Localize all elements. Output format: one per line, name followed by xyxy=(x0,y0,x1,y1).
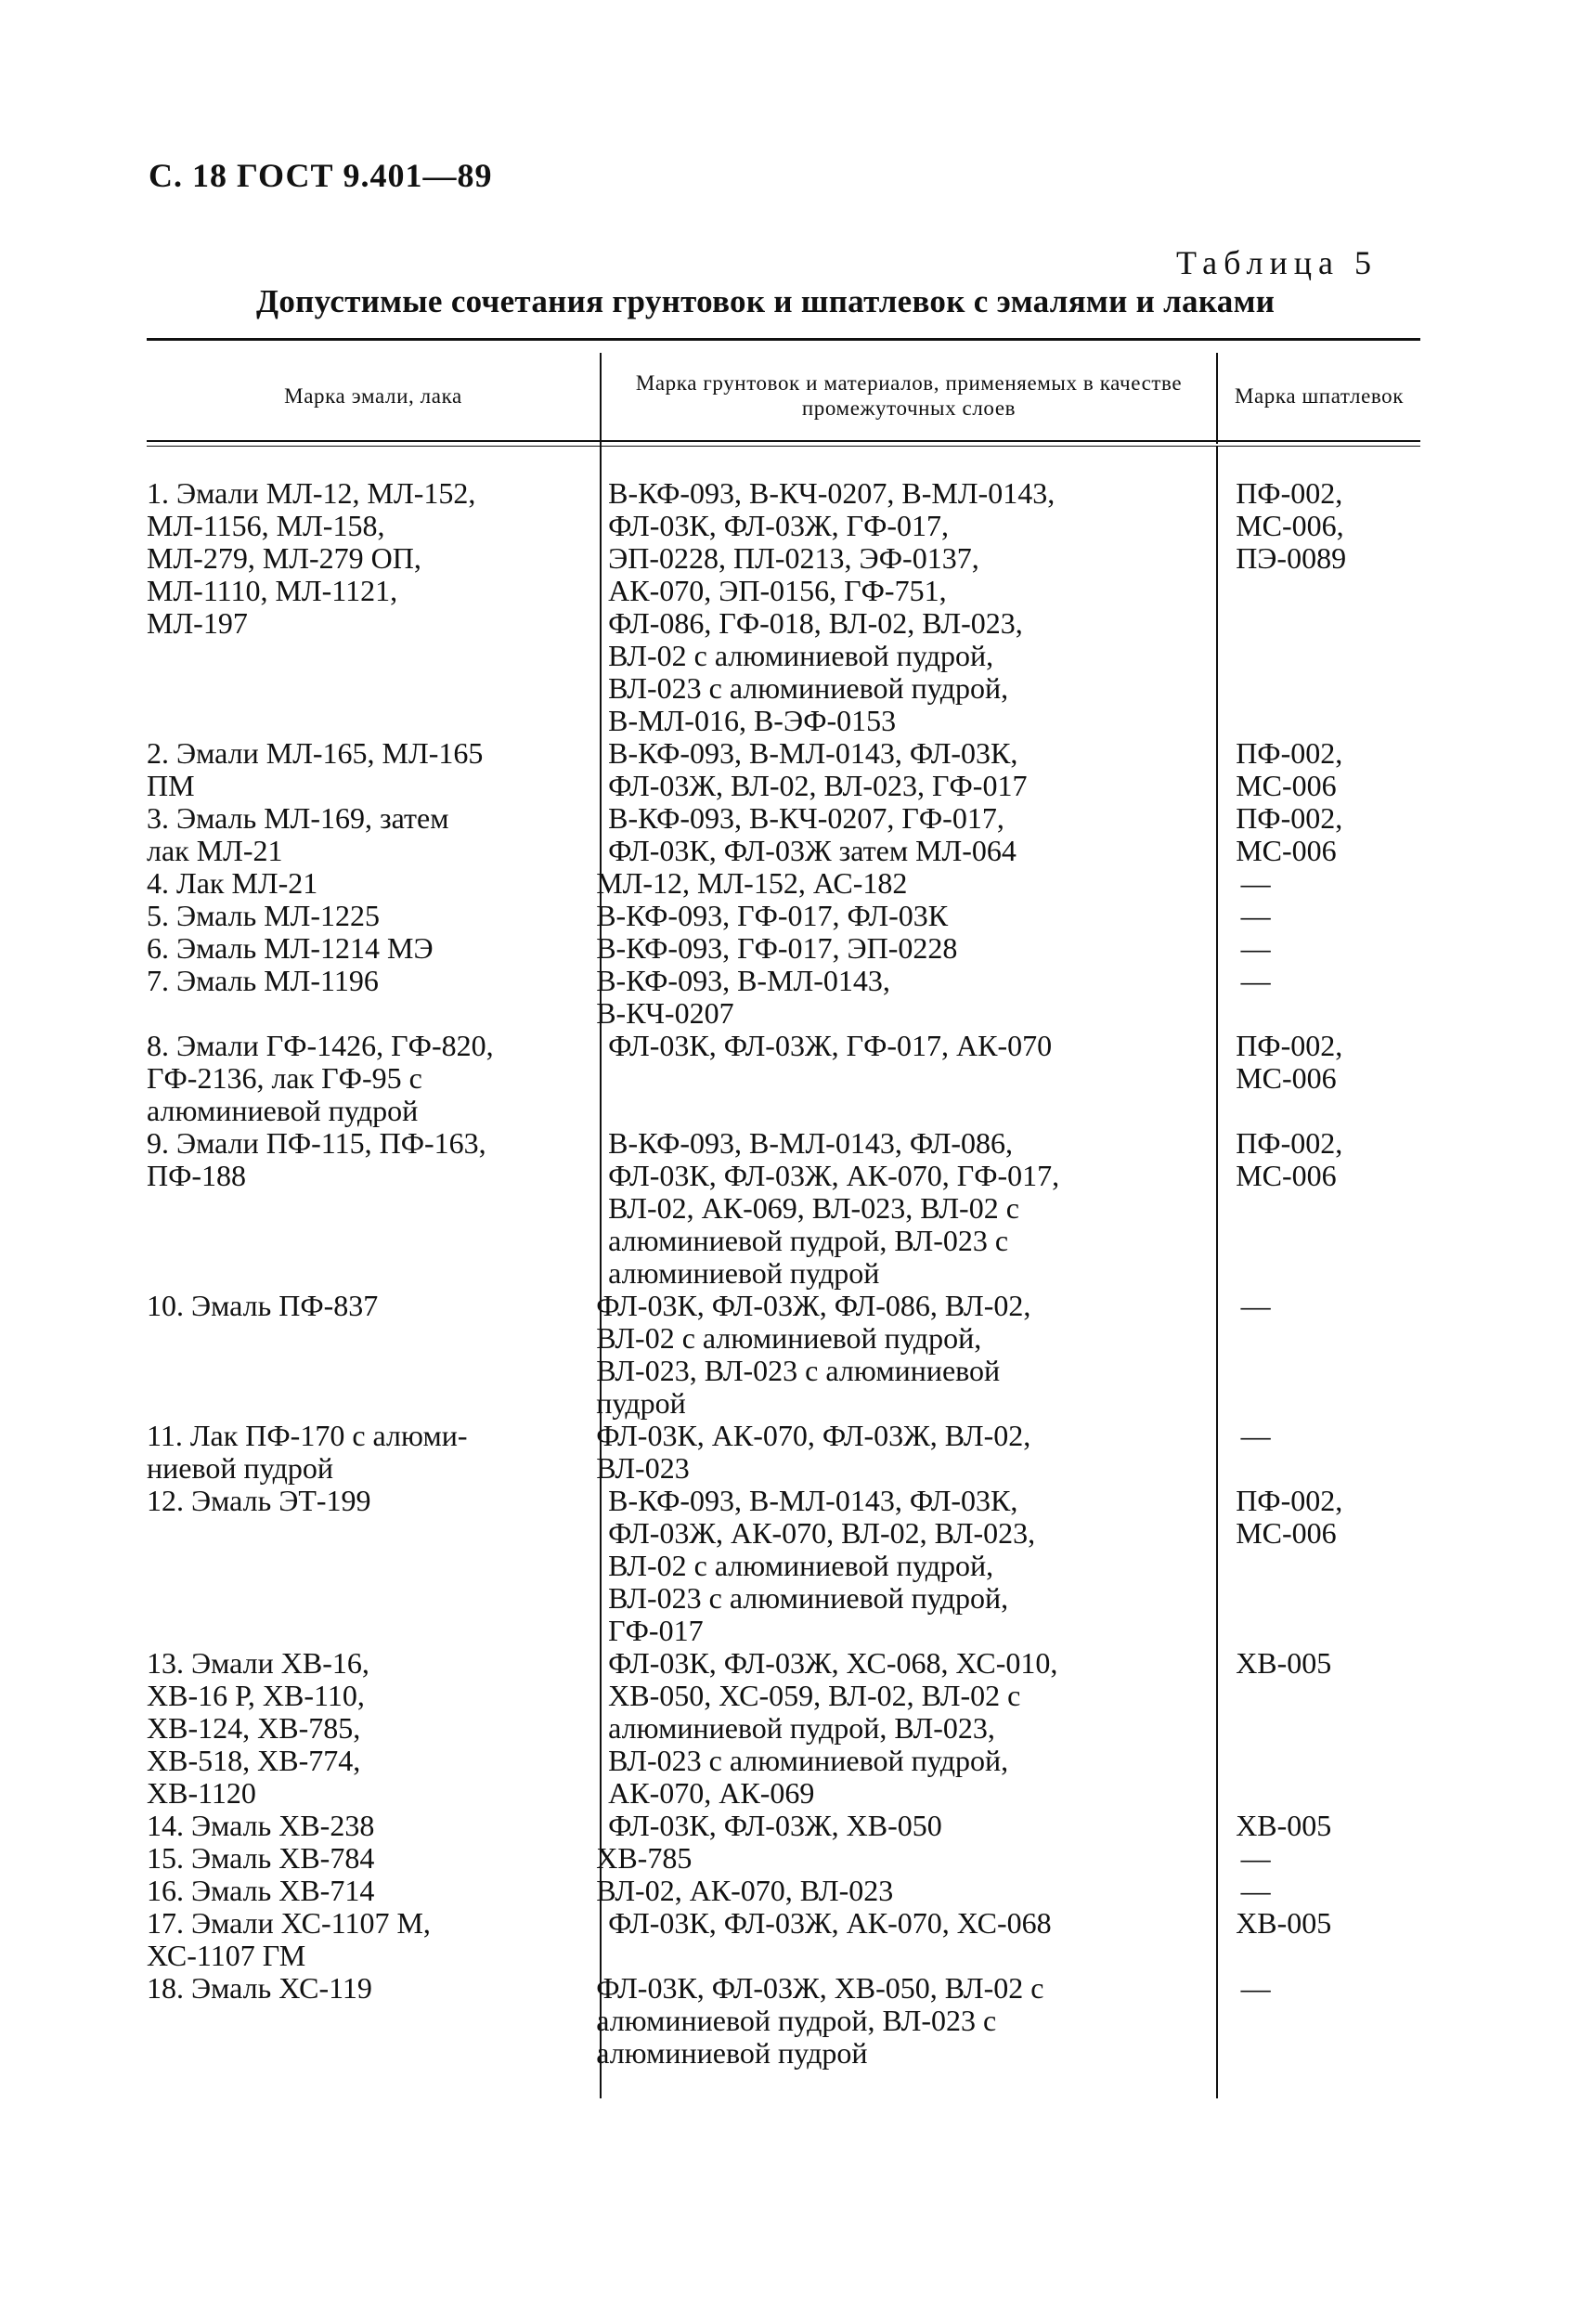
page-header: С. 18 ГОСТ 9.401—89 xyxy=(149,157,493,194)
enamel-cell: 14. Эмаль ХВ-238 xyxy=(147,1809,375,1842)
putty-cell: ХВ-005 xyxy=(1236,1906,1332,1940)
enamel-cell: 9. Эмали ПФ-115, ПФ-163, ПФ-188 xyxy=(147,1126,486,1192)
column-header-enamel: Марка эмали, лака xyxy=(284,383,462,408)
putty-cell: ПФ-002, МС-006 xyxy=(1236,1484,1343,1550)
putty-cell: ПФ-002, МС-006 xyxy=(1236,736,1343,802)
putty-cell: ХВ-005 xyxy=(1236,1646,1332,1680)
enamel-cell: 5. Эмаль МЛ-1225 xyxy=(147,899,381,932)
putty-cell: — xyxy=(1240,964,1271,997)
putty-cell: — xyxy=(1240,1419,1271,1452)
table-row xyxy=(147,965,1420,1030)
primers-cell: В-КФ-093, ГФ-017, ФЛ-03К xyxy=(596,899,949,932)
table-row xyxy=(147,1972,1420,2070)
putty-cell: — xyxy=(1240,1874,1271,1907)
table-row xyxy=(147,932,1420,965)
table-row xyxy=(147,1842,1420,1875)
enamel-cell: 4. Лак МЛ-21 xyxy=(147,866,318,900)
table-row xyxy=(147,867,1420,900)
table-row xyxy=(147,1290,1420,1420)
primers-cell: ХВ-785 xyxy=(596,1841,693,1875)
primers-cell: В-КФ-093, ГФ-017, ЭП-0228 xyxy=(596,931,958,965)
enamel-cell: 12. Эмаль ЭТ-199 xyxy=(147,1484,371,1517)
primers-cell: ФЛ-03К, ФЛ-03Ж, ХВ-050 xyxy=(608,1809,942,1842)
putty-cell: ХВ-005 xyxy=(1236,1809,1332,1842)
table-row xyxy=(147,1810,1420,1842)
putty-cell: ПФ-002, МС-006 xyxy=(1236,1029,1343,1095)
primers-cell: В-КФ-093, В-КЧ-0207, ГФ-017, ФЛ-03К, ФЛ-03Ж затем МЛ-064 xyxy=(608,801,1017,867)
table-row xyxy=(147,1485,1420,1647)
enamel-cell: 3. Эмаль МЛ-169, затем лак МЛ-21 xyxy=(147,801,449,867)
enamel-cell: 8. Эмали ГФ-1426, ГФ-820, ГФ-2136, лак ГФ-95 с алюминиевой пудрой xyxy=(147,1029,494,1127)
putty-cell: ПФ-002, МС-006, ПЭ-0089 xyxy=(1236,476,1347,575)
table-body xyxy=(147,477,1420,2070)
table-row xyxy=(147,802,1420,867)
primers-cell: В-КФ-093, В-МЛ-0143, ФЛ-086, ФЛ-03К, ФЛ-03Ж, АК-070, ГФ-017, ВЛ-02, АК-069, ВЛ-023, ВЛ-02 с алюминиевой пудрой, ВЛ-023 с алюминиевой пудрой xyxy=(608,1126,1060,1290)
compatibility-table xyxy=(147,338,1420,2098)
putty-cell: — xyxy=(1240,899,1271,932)
primers-cell: МЛ-12, МЛ-152, АС-182 xyxy=(596,866,908,900)
column-header-primers: Марка грунтовок и материалов, применяемых в качестве промежуточных слоев xyxy=(635,371,1183,420)
putty-cell: — xyxy=(1240,1971,1271,2005)
enamel-cell: 17. Эмали ХС-1107 М, ХС-1107 ГМ xyxy=(147,1906,431,1972)
primers-cell: ФЛ-03К, АК-070, ФЛ-03Ж, ВЛ-02, ВЛ-023 xyxy=(596,1419,1031,1485)
column-header-putty: Марка шпатлевок xyxy=(1234,383,1405,408)
header-bottom-rule-2 xyxy=(147,446,1420,447)
enamel-cell: 1. Эмали МЛ-12, МЛ-152, МЛ-1156, МЛ-158, МЛ-279, МЛ-279 ОП, МЛ-1110, МЛ-1121, МЛ-197 xyxy=(147,476,476,640)
table-row xyxy=(147,1030,1420,1127)
table-row xyxy=(147,1127,1420,1290)
primers-cell: В-КФ-093, В-МЛ-0143, В-КЧ-0207 xyxy=(596,964,890,1030)
table-title: Допустимые сочетания грунтовок и шпатлевок с эмалями и лаками xyxy=(256,283,1276,319)
putty-cell: — xyxy=(1240,1841,1271,1875)
primers-cell: В-КФ-093, В-МЛ-0143, ФЛ-03К, ФЛ-03Ж, ВЛ-02, ВЛ-023, ГФ-017 xyxy=(608,736,1028,802)
table-row xyxy=(147,1647,1420,1810)
putty-cell: ПФ-002, МС-006 xyxy=(1236,1126,1343,1192)
primers-cell: ФЛ-03К, ФЛ-03Ж, ГФ-017, АК-070 xyxy=(608,1029,1053,1062)
table-row xyxy=(147,1875,1420,1907)
primers-cell: ФЛ-03К, ФЛ-03Ж, ФЛ-086, ВЛ-02, ВЛ-02 с алюминиевой пудрой, ВЛ-023, ВЛ-023 с алюминиевой пудрой xyxy=(596,1289,1031,1420)
primers-cell: В-КФ-093, В-КЧ-0207, В-МЛ-0143, ФЛ-03К, ФЛ-03Ж, ГФ-017, ЭП-0228, ПЛ-0213, ЭФ-0137, АК-070, ЭП-0156, ГФ-751, ФЛ-086, ГФ-018, ВЛ-02, ВЛ-023, ВЛ-02 с алюминиевой пудрой, ВЛ-023 с алюминиевой пудрой, В-МЛ-016, В-ЭФ-0153 xyxy=(608,476,1055,737)
enamel-cell: 6. Эмаль МЛ-1214 МЭ xyxy=(147,931,434,965)
enamel-cell: 10. Эмаль ПФ-837 xyxy=(147,1289,379,1322)
enamel-cell: 13. Эмали ХВ-16, ХВ-16 Р, ХВ-110, ХВ-124, ХВ-785, ХВ-518, ХВ-774, ХВ-1120 xyxy=(147,1646,369,1810)
enamel-cell: 16. Эмаль ХВ-714 xyxy=(147,1874,375,1907)
putty-cell: — xyxy=(1240,1289,1271,1322)
table-row xyxy=(147,477,1420,737)
table-label: Таблица 5 xyxy=(1176,244,1378,281)
table-row xyxy=(147,1907,1420,1972)
putty-cell: — xyxy=(1240,931,1271,965)
primers-cell: В-КФ-093, В-МЛ-0143, ФЛ-03К, ФЛ-03Ж, АК-070, ВЛ-02, ВЛ-023, ВЛ-02 с алюминиевой пудрой, ВЛ-023 с алюминиевой пудрой, ГФ-017 xyxy=(608,1484,1036,1647)
header-bottom-rule xyxy=(147,440,1420,442)
enamel-cell: 18. Эмаль ХС-119 xyxy=(147,1971,372,2005)
enamel-cell: 15. Эмаль ХВ-784 xyxy=(147,1841,375,1875)
table-row xyxy=(147,900,1420,932)
enamel-cell: 2. Эмали МЛ-165, МЛ-165 ПМ xyxy=(147,736,484,802)
primers-cell: ВЛ-02, АК-070, ВЛ-023 xyxy=(596,1874,894,1907)
table-top-rule xyxy=(147,338,1420,341)
primers-cell: ФЛ-03К, ФЛ-03Ж, ХВ-050, ВЛ-02 с алюминиевой пудрой, ВЛ-023 с алюминиевой пудрой xyxy=(596,1971,1044,2070)
enamel-cell: 11. Лак ПФ-170 с алюми- ниевой пудрой xyxy=(147,1419,468,1485)
primers-cell: ФЛ-03К, ФЛ-03Ж, АК-070, ХС-068 xyxy=(608,1906,1052,1940)
table-row xyxy=(147,737,1420,802)
putty-cell: — xyxy=(1240,866,1271,900)
table-row xyxy=(147,1420,1420,1485)
putty-cell: ПФ-002, МС-006 xyxy=(1236,801,1343,867)
primers-cell: ФЛ-03К, ФЛ-03Ж, ХС-068, ХС-010, ХВ-050, ХС-059, ВЛ-02, ВЛ-02 с алюминиевой пудрой, ВЛ-023, ВЛ-023 с алюминиевой пудрой, АК-070, АК-069 xyxy=(608,1646,1058,1810)
enamel-cell: 7. Эмаль МЛ-1196 xyxy=(147,964,379,997)
